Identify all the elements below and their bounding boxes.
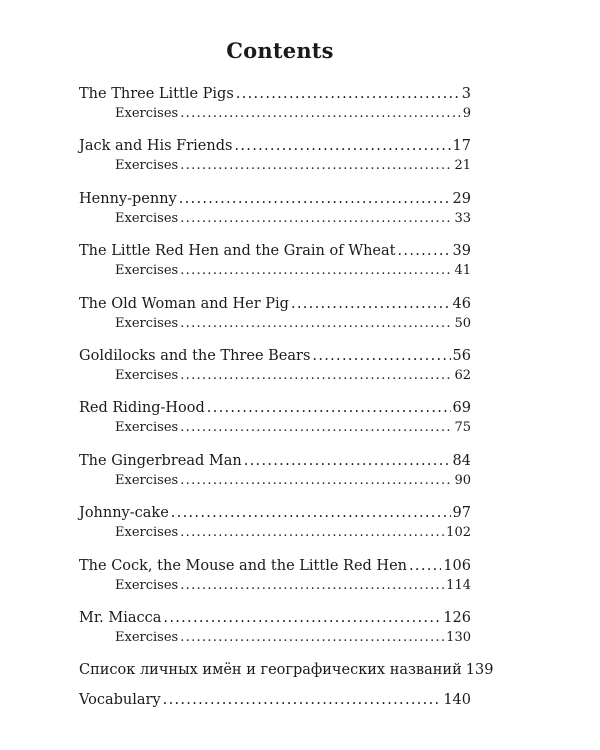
toc-subentry[interactable] (79, 523, 471, 543)
toc-subentry-title: Exercises (115, 629, 179, 645)
toc-subentry-page: 90 (454, 472, 471, 488)
toc-subentry-title: Exercises (115, 106, 179, 121)
toc-entry-title: The Little Red Hen and the Grain of Wheat (79, 243, 396, 260)
dot-leader (244, 451, 451, 471)
toc-subentry[interactable] (79, 418, 471, 438)
toc-entry-page: 140 (443, 692, 471, 709)
toc-subentry-page: 75 (454, 420, 471, 436)
toc-subentry-page: 50 (454, 315, 471, 331)
toc-entry-page: 56 (452, 347, 471, 364)
toc-subentry-page: 114 (446, 577, 471, 593)
toc-entry-page: 46 (452, 295, 471, 312)
toc-entry-title: Mr. Miacca (79, 609, 162, 626)
toc-entry-page: 84 (452, 452, 471, 469)
toc-subentry-title: Exercises (115, 577, 179, 593)
toc-entry[interactable] (79, 346, 471, 366)
dot-leader (180, 418, 452, 438)
dot-leader (180, 523, 444, 543)
toc-entry-page: 139 (465, 662, 494, 679)
toc-entry-title: Johnny-cake (79, 505, 169, 522)
dot-leader (180, 314, 452, 334)
toc-subentry-title: Exercises (115, 158, 179, 174)
dot-leader (291, 294, 451, 314)
toc-subentry[interactable] (79, 314, 471, 334)
toc-subentry-page: 41 (454, 263, 471, 279)
toc-entry-title: The Three Little Pigs (79, 86, 234, 102)
toc-subentry[interactable] (79, 576, 471, 596)
toc-entry-title: Vocabulary (79, 692, 161, 709)
toc-subentry-page: 102 (446, 525, 471, 541)
toc-entry[interactable] (79, 608, 471, 628)
toc-subentry[interactable] (79, 104, 471, 124)
toc-subentry[interactable] (79, 471, 471, 491)
toc-entry-title: The Old Woman and Her Pig (79, 295, 289, 312)
dot-leader (180, 471, 452, 491)
toc-entry-page: 17 (452, 138, 471, 155)
toc-appendix-entry[interactable] (79, 660, 494, 680)
toc-entry-title: Goldilocks and the Three Bears (79, 347, 311, 364)
toc-entry[interactable] (79, 84, 471, 104)
dot-leader (234, 136, 450, 156)
toc-entry-title: Jack and His Friends (79, 138, 233, 155)
toc-entry-title: The Cock, the Mouse and the Little Red Hen (79, 557, 407, 574)
toc-entry[interactable] (79, 503, 471, 523)
toc-entry[interactable] (79, 556, 471, 576)
toc-entry-page: 106 (443, 557, 471, 574)
toc-entry-title: Список личных имён и географических названий (79, 662, 462, 679)
toc-subentry-page: 62 (454, 367, 471, 383)
dot-leader (236, 84, 460, 104)
toc-subentry[interactable] (79, 209, 471, 229)
toc-entry[interactable] (79, 189, 471, 209)
toc-subentry-page: 9 (462, 106, 471, 121)
toc-entry-title: Henny-penny (79, 190, 177, 207)
toc-subentry[interactable] (79, 366, 471, 386)
dot-leader (312, 346, 450, 366)
toc-entry-page: 29 (452, 190, 471, 207)
toc-subentry[interactable] (79, 156, 471, 176)
dot-leader (180, 261, 452, 281)
toc-entry[interactable] (79, 241, 471, 261)
toc-subentry-title: Exercises (115, 263, 179, 279)
dot-leader (171, 503, 451, 523)
toc-subentry-title: Exercises (115, 367, 179, 383)
toc-subentry-page: 130 (446, 629, 471, 645)
toc-subentry-page: 21 (454, 158, 471, 174)
table-of-contents (79, 84, 494, 720)
dot-leader (207, 398, 451, 418)
toc-subentry-title: Exercises (115, 210, 179, 226)
toc-entry[interactable] (79, 398, 471, 418)
dot-leader (180, 156, 452, 176)
toc-subentry-title: Exercises (115, 472, 179, 488)
page-title: Contents (226, 38, 334, 63)
toc-entry[interactable] (79, 451, 471, 471)
toc-subentry-page: 33 (454, 210, 471, 226)
dot-leader (163, 690, 442, 710)
toc-subentry[interactable] (79, 628, 471, 648)
dot-leader (180, 628, 444, 648)
toc-subentry-title: Exercises (115, 420, 179, 436)
dot-leader (180, 104, 461, 124)
toc-entry-page: 97 (452, 505, 471, 522)
toc-entry[interactable] (79, 136, 471, 156)
dot-leader (409, 556, 441, 576)
dot-leader (398, 241, 451, 261)
toc-entry[interactable] (79, 294, 471, 314)
dot-leader (180, 576, 444, 596)
toc-subentry-title: Exercises (115, 525, 179, 541)
toc-entry-page: 3 (461, 86, 471, 102)
toc-subentry[interactable] (79, 261, 471, 281)
dot-leader (179, 189, 451, 209)
toc-entry-title: The Gingerbread Man (79, 452, 242, 469)
toc-entry-page: 126 (443, 609, 471, 626)
dot-leader (163, 608, 441, 628)
dot-leader (180, 209, 452, 229)
toc-entry-title: Red Riding-Hood (79, 400, 205, 417)
toc-entry-page: 39 (452, 243, 471, 260)
dot-leader (180, 366, 452, 386)
toc-appendix-entry[interactable] (79, 690, 471, 710)
toc-subentry-title: Exercises (115, 315, 179, 331)
toc-entry-page: 69 (452, 400, 471, 417)
